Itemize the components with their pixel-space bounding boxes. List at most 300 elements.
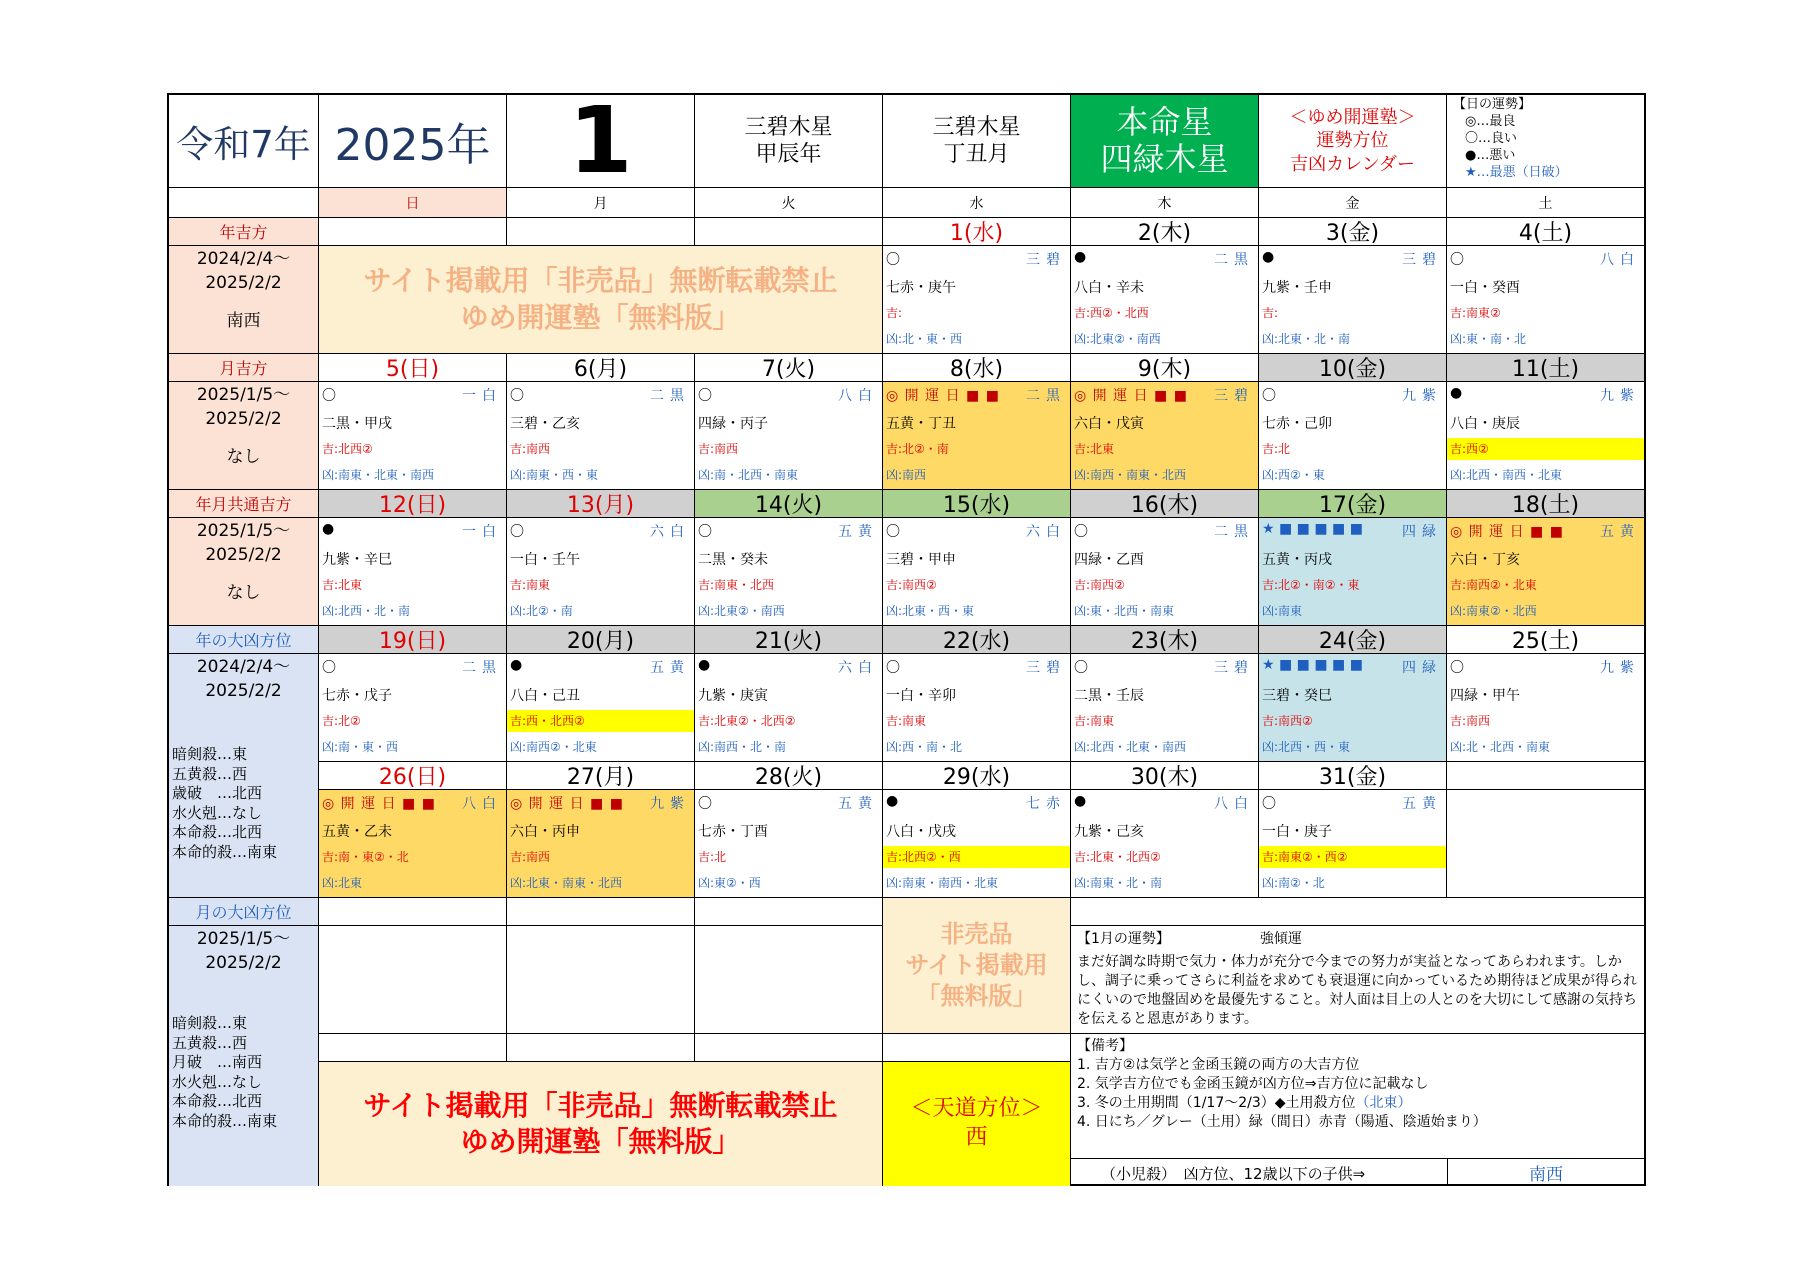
date-label: 28(火) <box>695 762 883 790</box>
watermark-bottom-1: サイト掲載用「非売品」無断転載禁止 <box>363 1088 838 1122</box>
tsuki-daikyo-item: 五黄殺…西 <box>172 1033 248 1052</box>
day-kichi: 吉:南東・北西 <box>698 578 775 592</box>
day-kanshi: 九紫・己亥 <box>1074 824 1144 840</box>
weekday-4: 木 <box>1071 188 1259 218</box>
tsuki-daikyo-item: 暗剣殺…東 <box>172 1014 248 1032</box>
day-star: 二黒 <box>1214 252 1254 268</box>
day-kanshi: 一白・壬午 <box>510 552 580 568</box>
day-star: 一白 <box>462 524 502 540</box>
child-label: （小児殺） 凶方位、12歳以下の子供⇒ <box>1071 1159 1448 1186</box>
day-kyo: 凶:南②・北 <box>1262 876 1325 890</box>
legend-good: 〇…良い <box>1465 130 1518 146</box>
day-kichi: 吉:南東 <box>1074 714 1115 728</box>
day-cell[interactable] <box>1071 790 1259 898</box>
day-kanshi: 三碧・乙亥 <box>510 416 580 432</box>
date-label: 16(木) <box>1071 490 1259 518</box>
day-fortune-mark: 〇 <box>698 388 712 404</box>
date-label: 17(金) <box>1259 490 1447 518</box>
day-kichi: 吉:北②・南 <box>886 442 949 456</box>
day-kichi: 吉:南西② <box>886 578 937 592</box>
year-label: 2025年 <box>319 95 507 188</box>
notes-box <box>1071 1034 1644 1159</box>
day-kanshi: 一白・辛卯 <box>886 688 956 704</box>
date-label: 4(土) <box>1447 218 1644 246</box>
day-fortune-mark: ● <box>322 521 335 537</box>
day-cell[interactable] <box>507 518 695 626</box>
day-kichi: 吉:南東②・西② <box>1259 846 1446 868</box>
day-kichi: 吉:北東 <box>322 578 363 592</box>
fortune-box <box>1071 926 1644 1034</box>
day-cell[interactable] <box>1259 790 1447 898</box>
day-star: 三碧 <box>1214 660 1254 676</box>
yume-line-1: ＜ゆめ開運塾＞ <box>1289 106 1416 128</box>
day-cell[interactable] <box>1447 654 1644 762</box>
day-fortune-mark: ★ ■ ■ ■ ■ ■ <box>1262 521 1363 537</box>
day-fortune-mark: ● <box>510 657 523 673</box>
tendo-dir: 西 <box>965 1125 988 1150</box>
day-kanshi: 四緑・甲午 <box>1450 688 1520 704</box>
date-label: 23(木) <box>1071 626 1259 654</box>
date-label: 26(日) <box>319 762 507 790</box>
day-star: 六白 <box>650 524 690 540</box>
day-star: 六白 <box>838 660 878 676</box>
day-kichi: 吉:南東 <box>510 578 551 592</box>
date-label: 30(木) <box>1071 762 1259 790</box>
date-label: 15(水) <box>883 490 1071 518</box>
day-star: 八白 <box>838 388 878 404</box>
day-kanshi: 八白・己丑 <box>510 688 580 704</box>
nen-period-start: 2024/2/4～ <box>196 249 291 269</box>
doyou-dir: （北東） <box>1355 1094 1412 1111</box>
day-cell[interactable] <box>319 790 507 898</box>
day-star: 三碧 <box>1402 252 1442 268</box>
nen-daikyo-end: 2025/2/2 <box>205 680 282 701</box>
day-cell[interactable] <box>695 790 883 898</box>
day-cell[interactable] <box>319 654 507 762</box>
day-kyo: 凶:北・北西・南東 <box>1450 740 1551 754</box>
day-kanshi: 五黄・丙戌 <box>1262 552 1332 568</box>
day-kichi: 吉:北 <box>1262 442 1291 456</box>
day-cell[interactable] <box>695 518 883 626</box>
day-cell[interactable] <box>1259 654 1447 762</box>
legend-bad: ●…悪い <box>1465 147 1516 163</box>
day-cell[interactable] <box>1071 518 1259 626</box>
day-star: 九紫 <box>1600 388 1640 404</box>
year-star-kanshi: 甲辰年 <box>755 142 822 167</box>
watermark-line-2: ゆめ開運塾「無料版」 <box>460 300 741 334</box>
day-fortune-mark: ● <box>1074 249 1087 265</box>
date-label <box>1447 762 1644 790</box>
nen-daikyo-item: 本命殺…北西 <box>172 823 263 841</box>
day-star: 二黒 <box>1026 388 1066 404</box>
day-kyo: 凶:東・南・北 <box>1450 332 1527 346</box>
day-kichi: 吉:南西 <box>698 442 739 456</box>
nen-kippo-dir: 南西 <box>226 310 261 331</box>
day-star: 五黄 <box>1600 524 1640 540</box>
day-cell[interactable] <box>883 790 1071 898</box>
day-kichi: 吉: <box>886 306 903 320</box>
day-fortune-mark: 〇 <box>1074 524 1088 540</box>
day-fortune-mark: ● <box>1450 385 1463 401</box>
nen-daikyo-item: 本命的殺…南東 <box>172 842 278 861</box>
day-cell[interactable] <box>1259 518 1447 626</box>
day-fortune-mark: ● <box>698 657 711 673</box>
day-cell[interactable] <box>1447 518 1644 626</box>
day-fortune-mark: ◎ 開 運 日 ■ ■ <box>510 796 624 812</box>
day-fortune-mark: 〇 <box>1450 660 1464 676</box>
day-fortune-mark: ● <box>1074 793 1087 809</box>
day-star: 三碧 <box>1026 252 1066 268</box>
day-kanshi: 九紫・庚寅 <box>698 688 768 704</box>
day-star: 五黄 <box>650 660 690 676</box>
day-kyo: 凶:北東・南東・北西 <box>510 876 623 890</box>
nen-daikyo-item: 五黄殺…西 <box>172 764 248 783</box>
day-kyo: 凶:北・東・西 <box>886 332 963 346</box>
weekday-3: 水 <box>883 188 1071 218</box>
day-kichi: 吉:南東 <box>886 714 927 728</box>
month-star-name: 三碧木星 <box>932 114 1021 140</box>
getsu-kippo-period <box>169 382 319 490</box>
date-label: 14(火) <box>695 490 883 518</box>
date-label: 11(土) <box>1447 354 1644 382</box>
day-star: 二黒 <box>462 660 502 676</box>
date-label: 31(金) <box>1259 762 1447 790</box>
nen-daikyo-label: 年の大凶方位 <box>169 626 319 654</box>
tsuki-daikyo-box <box>169 926 319 1186</box>
day-star: 三碧 <box>1026 660 1066 676</box>
yume-line-2: 運勢方位 <box>1316 130 1389 152</box>
tendo-label: ＜天道方位＞ <box>910 1096 1043 1122</box>
watermark-small-2: サイト掲載用 <box>905 950 1048 979</box>
day-cell[interactable] <box>1447 790 1644 898</box>
day-kanshi: 七赤・戊子 <box>322 688 392 704</box>
day-kanshi: 四緑・丙子 <box>698 416 768 432</box>
date-label: 24(金) <box>1259 626 1447 654</box>
day-kyo: 凶:東・北西・南東 <box>1074 604 1175 618</box>
day-kichi: 吉:南西②・北東 <box>1450 578 1537 592</box>
date-label: 19(日) <box>319 626 507 654</box>
date-label: 18(土) <box>1447 490 1644 518</box>
day-cell[interactable] <box>507 654 695 762</box>
date-label: 5(日) <box>319 354 507 382</box>
day-kyo: 凶:北②・南 <box>510 604 573 618</box>
tendo-box <box>883 1062 1071 1186</box>
day-star: 五黄 <box>838 796 878 812</box>
day-fortune-mark: ◎ 開 運 日 ■ ■ <box>886 388 1000 404</box>
notes-item: 4. 日にち／グレー（土用）緑（間日）赤青（陽遁、陰遁始まり） <box>1077 1113 1487 1130</box>
day-kyo: 凶:北東・西・東 <box>886 604 975 618</box>
day-kichi: 吉:北西②・西 <box>883 846 1070 868</box>
day-kyo: 凶:北西・北・南 <box>322 604 411 618</box>
day-kanshi: 七赤・丁酉 <box>698 824 768 840</box>
day-kyo: 凶:南西 <box>886 468 927 482</box>
kyotsu-period-end: 2025/2/2 <box>205 544 282 565</box>
day-fortune-mark: 〇 <box>1450 252 1464 268</box>
day-kyo: 凶:南西・南東・北西 <box>1074 468 1187 482</box>
day-star: 四緑 <box>1402 524 1442 540</box>
watermark-bottom <box>319 1062 883 1186</box>
tsuki-daikyo-item: 水火剋…なし <box>172 1072 263 1091</box>
day-kichi: 吉:南西 <box>1450 714 1491 728</box>
day-kanshi: 六白・戊寅 <box>1074 416 1144 432</box>
day-cell[interactable] <box>1071 382 1259 490</box>
day-kichi: 吉:南西 <box>510 442 551 456</box>
day-fortune-mark: ◎ 開 運 日 ■ ■ <box>1450 524 1564 540</box>
notes-item: 2. 気学吉方位でも金函玉鏡が凶方位⇒吉方位に記載なし <box>1077 1075 1429 1092</box>
day-fortune-mark: 〇 <box>698 524 712 540</box>
day-kichi: 吉:南西② <box>1074 578 1125 592</box>
day-kyo: 凶:南東・西・東 <box>510 468 599 482</box>
watermark-line-1: サイト掲載用「非売品」無断転載禁止 <box>363 264 838 298</box>
bottom-cell <box>695 1034 883 1062</box>
child-dir: 南西 <box>1529 1165 1563 1185</box>
kyotsu-label: 年月共通吉方 <box>169 490 319 518</box>
watermark-small-1: 非売品 <box>940 919 1013 948</box>
date-label <box>507 218 695 246</box>
date-label: 2(木) <box>1071 218 1259 246</box>
day-kyo: 凶:北西・西・東 <box>1262 740 1351 754</box>
day-star: 五黄 <box>838 524 878 540</box>
day-fortune-mark: 〇 <box>698 796 712 812</box>
day-kyo: 凶:南東 <box>1262 604 1303 618</box>
getsu-kippo-label: 月吉方 <box>169 354 319 382</box>
day-star: 一白 <box>462 388 502 404</box>
day-fortune-mark: 〇 <box>510 524 524 540</box>
nen-daikyo-list <box>169 745 277 862</box>
bottom-cell <box>507 1034 695 1062</box>
kyotsu-period <box>169 518 319 626</box>
day-kanshi: 二黒・壬辰 <box>1074 688 1144 704</box>
month-star <box>883 95 1071 188</box>
day-cell[interactable] <box>1071 246 1259 354</box>
date-label <box>319 218 507 246</box>
bottom-cell <box>883 1034 1071 1062</box>
day-kyo: 凶:北東②・南西 <box>698 604 785 618</box>
day-kyo: 凶:北西・北東・南西 <box>1074 740 1187 754</box>
day-kyo: 凶:西・南・北 <box>886 740 963 754</box>
day-kichi: 吉:北西② <box>322 442 373 456</box>
month-number: 1 <box>507 95 695 188</box>
legend-box <box>1447 95 1644 188</box>
day-cell[interactable] <box>319 518 507 626</box>
bottom-cell <box>695 926 883 1034</box>
day-kanshi: 一白・庚子 <box>1262 824 1332 840</box>
day-fortune-mark: ★ ■ ■ ■ ■ ■ <box>1262 657 1363 673</box>
calendar-sheet <box>167 93 1646 1186</box>
day-kyo: 凶:南東②・北西 <box>1450 604 1537 618</box>
watermark-bottom-2: ゆめ開運塾「無料版」 <box>460 1125 741 1158</box>
nen-period-end: 2025/2/2 <box>205 272 282 293</box>
date-label: 7(火) <box>695 354 883 382</box>
day-kichi: 吉: <box>1262 306 1279 320</box>
fortune-title: 【1月の運勢】 <box>1077 931 1170 947</box>
bottom-cell <box>319 898 507 926</box>
yume-title <box>1259 95 1447 188</box>
day-star: 九紫 <box>1600 660 1640 676</box>
day-fortune-mark: 〇 <box>886 524 900 540</box>
day-kichi: 吉:北② <box>322 714 361 728</box>
weekday-1: 月 <box>507 188 695 218</box>
day-cell[interactable] <box>1259 246 1447 354</box>
day-kyo: 凶:南西②・北東 <box>510 740 597 754</box>
day-star: 三碧 <box>1214 388 1254 404</box>
day-kyo: 凶:東②・西 <box>698 876 761 890</box>
day-fortune-mark: ● <box>1262 249 1275 265</box>
day-kanshi: 七赤・庚午 <box>886 280 956 296</box>
date-label: 21(火) <box>695 626 883 654</box>
yume-line-3: 吉凶カレンダー <box>1290 153 1415 175</box>
year-star-name: 三碧木星 <box>744 114 833 140</box>
day-cell[interactable] <box>319 382 507 490</box>
tsuki-daikyo-item: 月破 …南西 <box>172 1053 263 1071</box>
day-kichi: 吉:北東 <box>1074 442 1115 456</box>
day-kichi: 吉:南東② <box>1450 306 1501 320</box>
honmei-name: 四緑木星 <box>1100 140 1229 178</box>
day-kichi: 吉:西・北西② <box>507 710 694 732</box>
day-kanshi: 六白・丙申 <box>510 824 580 840</box>
day-cell[interactable] <box>695 654 883 762</box>
day-star: 二黒 <box>650 388 690 404</box>
day-cell[interactable] <box>883 382 1071 490</box>
day-kichi: 吉:北②・南②・東 <box>1262 578 1360 592</box>
kyotsu-dir: なし <box>226 582 261 603</box>
day-kanshi: 八白・庚辰 <box>1450 416 1520 432</box>
day-cell[interactable] <box>1071 654 1259 762</box>
day-kyo: 凶:西②・東 <box>1262 468 1325 482</box>
tsuki-daikyo-start: 2025/1/5～ <box>196 929 291 949</box>
weekday-0: 日 <box>319 188 507 218</box>
day-cell[interactable] <box>1259 382 1447 490</box>
legend-best: ◎…最良 <box>1465 113 1516 129</box>
day-star: 五黄 <box>1402 796 1442 812</box>
fortune-type: 強傾運 <box>1259 931 1302 947</box>
day-cell[interactable] <box>695 382 883 490</box>
tsuki-daikyo-list <box>169 1014 277 1131</box>
day-kanshi: 九紫・壬申 <box>1262 280 1332 296</box>
day-fortune-mark: 〇 <box>1262 796 1276 812</box>
date-label: 1(水) <box>883 218 1071 246</box>
day-kanshi: 三碧・癸巳 <box>1262 688 1332 704</box>
date-label: 12(日) <box>319 490 507 518</box>
day-cell[interactable] <box>507 790 695 898</box>
tsuki-daikyo-item: 本命的殺…南東 <box>172 1111 278 1130</box>
date-label <box>695 218 883 246</box>
day-fortune-mark: ◎ 開 運 日 ■ ■ <box>322 796 436 812</box>
day-kanshi: 四緑・乙酉 <box>1074 552 1144 568</box>
date-label: 13(月) <box>507 490 695 518</box>
day-fortune-mark: 〇 <box>886 660 900 676</box>
day-kanshi: 三碧・甲申 <box>886 552 956 568</box>
day-kyo: 凶:北東 <box>322 876 363 890</box>
tsuki-daikyo-item: 本命殺…北西 <box>172 1092 263 1110</box>
bottom-cell <box>319 926 507 1034</box>
day-star: 八白 <box>1214 796 1254 812</box>
day-star: 二黒 <box>1214 524 1254 540</box>
day-fortune-mark: 〇 <box>510 388 524 404</box>
legend-worst: ★…最悪（日破） <box>1465 164 1568 180</box>
bottom-cell <box>1071 898 1644 926</box>
getsu-period-start: 2025/1/5～ <box>196 385 291 405</box>
bottom-cell <box>507 898 695 926</box>
watermark-top <box>319 246 883 354</box>
year-star <box>695 95 883 188</box>
honmei-star <box>1071 95 1259 188</box>
weekday-2: 火 <box>695 188 883 218</box>
day-cell[interactable] <box>883 518 1071 626</box>
getsu-kippo-dir: なし <box>226 446 261 467</box>
day-star: 八白 <box>1600 252 1640 268</box>
day-kanshi: 九紫・辛巳 <box>322 552 392 568</box>
day-kichi: 吉:南西② <box>1262 714 1313 728</box>
nen-daikyo-item: 歳破 …北西 <box>172 784 263 802</box>
day-cell[interactable] <box>507 382 695 490</box>
nen-daikyo-start: 2024/2/4～ <box>196 657 291 677</box>
day-kanshi: 二黒・癸未 <box>698 552 768 568</box>
day-star: 九紫 <box>1402 388 1442 404</box>
weekday-corner <box>169 188 319 218</box>
day-kyo: 凶:北東②・南西 <box>1074 332 1161 346</box>
day-cell[interactable] <box>1447 382 1644 490</box>
day-kanshi: 七赤・己卯 <box>1262 416 1332 432</box>
weekday-6: 土 <box>1447 188 1644 218</box>
getsu-period-end: 2025/2/2 <box>205 408 282 429</box>
day-fortune-mark: 〇 <box>1074 660 1088 676</box>
notes-title: 【備考】 <box>1077 1038 1133 1054</box>
date-label: 25(土) <box>1447 626 1644 654</box>
day-kichi: 吉:北東・北西② <box>1074 850 1161 864</box>
day-star: 六白 <box>1026 524 1066 540</box>
day-fortune-mark: 〇 <box>322 388 336 404</box>
nen-daikyo-item: 暗剣殺…東 <box>172 745 248 763</box>
date-label: 3(金) <box>1259 218 1447 246</box>
nen-daikyo-box <box>169 654 319 898</box>
nen-kippo-label: 年吉方 <box>169 218 319 246</box>
day-fortune-mark: 〇 <box>886 252 900 268</box>
date-label: 27(月) <box>507 762 695 790</box>
day-kyo: 凶:南東・南西・北東 <box>886 876 999 890</box>
day-star: 四緑 <box>1402 660 1442 676</box>
nen-daikyo-item: 水火剋…なし <box>172 803 263 822</box>
tsuki-daikyo-end: 2025/2/2 <box>205 952 282 973</box>
date-label: 10(金) <box>1259 354 1447 382</box>
nen-kippo-period <box>169 246 319 354</box>
day-cell[interactable] <box>883 246 1071 354</box>
day-fortune-mark: ● <box>886 793 899 809</box>
notes-item: 3. 冬の土用期間（1/17～2/3）◆土用殺方位 <box>1077 1094 1356 1111</box>
kyotsu-period-start: 2025/1/5～ <box>196 521 291 541</box>
day-fortune-mark: 〇 <box>1262 388 1276 404</box>
watermark-small <box>883 898 1071 1034</box>
day-kichi: 吉:西②・北西 <box>1074 306 1149 320</box>
day-kichi: 吉:西② <box>1447 438 1644 460</box>
day-star: 八白 <box>462 796 502 812</box>
day-kyo: 凶:南・東・西 <box>322 740 399 754</box>
era-label: 令和7年 <box>169 95 319 188</box>
day-kanshi: 八白・戊戌 <box>886 824 956 840</box>
day-cell[interactable] <box>1447 246 1644 354</box>
day-cell[interactable] <box>883 654 1071 762</box>
date-label: 9(木) <box>1071 354 1259 382</box>
date-label: 8(水) <box>883 354 1071 382</box>
day-kichi: 吉:南西 <box>510 850 551 864</box>
tsuki-daikyo-label: 月の大凶方位 <box>169 898 319 926</box>
month-star-kanshi: 丁丑月 <box>943 142 1010 167</box>
day-star: 七赤 <box>1026 796 1066 812</box>
bottom-cell <box>695 898 883 926</box>
day-kanshi: 二黒・甲戌 <box>322 416 392 432</box>
date-label: 22(水) <box>883 626 1071 654</box>
day-fortune-mark: ◎ 開 運 日 ■ ■ <box>1074 388 1188 404</box>
